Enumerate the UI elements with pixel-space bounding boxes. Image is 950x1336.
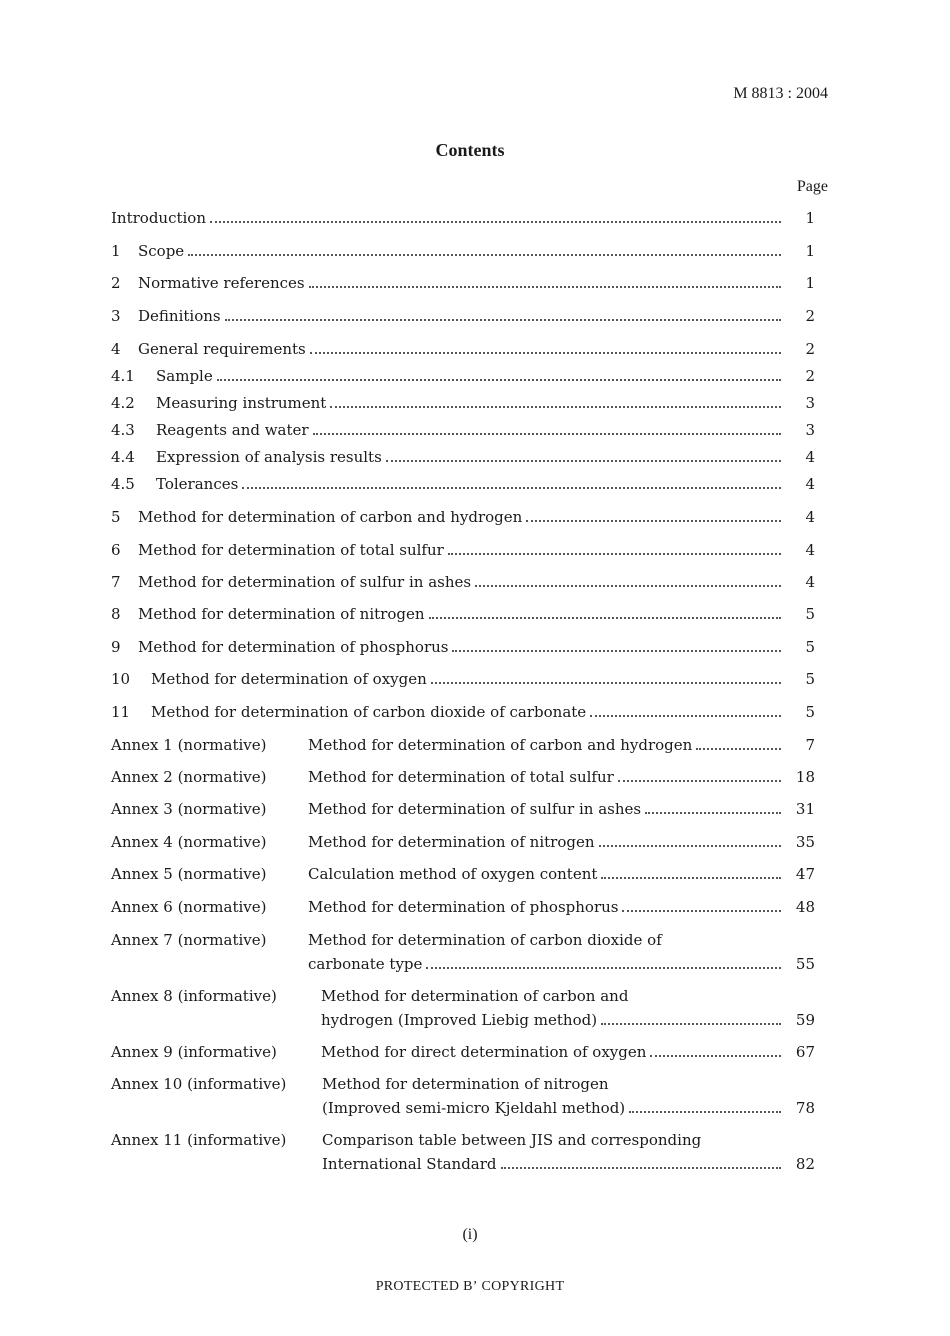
toc-entry-title: Method for determination of total sulfur <box>138 541 444 559</box>
toc-entry[interactable] <box>111 570 815 594</box>
toc-entry-title: Method for determination of nitrogen <box>138 605 425 623</box>
dot-leader <box>225 304 781 321</box>
toc-entry-number: 4 <box>111 340 121 358</box>
toc-entry-page: 4 <box>805 541 815 559</box>
toc-entry[interactable] <box>111 1072 815 1096</box>
toc-entry-page: 5 <box>805 605 815 623</box>
toc-entry-number: 3 <box>111 307 121 325</box>
toc-entry-title: Reagents and water <box>156 421 309 439</box>
toc-entry-number: 11 <box>111 703 131 721</box>
dot-leader <box>429 602 782 619</box>
toc-entry-page: 55 <box>795 955 815 973</box>
contents-title: Contents <box>435 140 505 160</box>
toc-entry-title: Method for determination of carbon and hydrogen <box>138 508 523 526</box>
toc-entry-title: Method for determination of carbon dioxide of carbonate <box>151 703 587 721</box>
dot-leader <box>590 700 781 717</box>
toc-entry-page: 7 <box>805 736 815 754</box>
toc-entry-page: 3 <box>805 421 815 439</box>
toc-entry-number: 4.5 <box>111 475 135 493</box>
dot-leader <box>622 895 781 912</box>
toc-entry[interactable] <box>111 928 815 952</box>
toc-entry-number: Annex 8 (informative) <box>111 987 277 1005</box>
toc-entry-title: Method for determination of carbon dioxide of <box>308 931 662 949</box>
toc-entry-title: Method for determination of sulfur in ashes <box>308 800 642 818</box>
toc-entry[interactable] <box>111 472 815 496</box>
toc-entry-number: Annex 6 (normative) <box>111 898 267 916</box>
dot-leader <box>645 797 781 814</box>
toc-entry-number: 4.4 <box>111 448 135 466</box>
toc-entry-title-line2: International Standard <box>322 1155 497 1173</box>
toc-entry-title: Introduction <box>111 209 206 227</box>
toc-entry-number: Annex 11 (informative) <box>111 1131 287 1149</box>
toc-entry-title: Measuring instrument <box>156 394 327 412</box>
toc-entry-number: 5 <box>111 508 121 526</box>
toc-entry-title: Expression of analysis results <box>156 448 382 466</box>
toc-entry[interactable] <box>111 830 815 854</box>
toc-entry[interactable] <box>111 538 815 562</box>
toc-entry-title: Method for determination of phosphorus <box>308 898 619 916</box>
toc-entry-title-line2: carbonate type <box>308 955 423 973</box>
dot-leader <box>242 472 781 489</box>
toc-entry-page: 31 <box>795 800 815 818</box>
document-code: M 8813 : 2004 <box>733 85 828 102</box>
toc-entry-number: Annex 3 (normative) <box>111 800 267 818</box>
toc-entry-page: 59 <box>795 1011 815 1029</box>
toc-entry-title: Comparison table between JIS and corresponding <box>322 1131 702 1149</box>
toc-entry[interactable] <box>111 700 815 724</box>
toc-entry-page: 78 <box>795 1099 815 1117</box>
toc-entry-page: 18 <box>795 768 815 786</box>
toc-entry-title: Method for determination of phosphorus <box>138 638 449 656</box>
dot-leader <box>650 1040 781 1057</box>
dot-leader <box>629 1096 781 1113</box>
dot-leader <box>452 635 781 652</box>
toc-entry-title: Sample <box>156 367 213 385</box>
toc-entry-page: 1 <box>805 274 815 292</box>
toc-entry[interactable] <box>111 733 815 757</box>
toc-entry-page: 48 <box>795 898 815 916</box>
toc-entry-number: Annex 9 (informative) <box>111 1043 277 1061</box>
toc-entry-page: 5 <box>805 638 815 656</box>
dot-leader <box>475 570 781 587</box>
toc-entry-page: 47 <box>795 865 815 883</box>
toc-entry-title: Method for determination of carbon and hydrogen <box>308 736 693 754</box>
toc-entry[interactable] <box>111 445 815 469</box>
toc-entry-page: 4 <box>805 475 815 493</box>
toc-entry-number: 10 <box>111 670 131 688</box>
toc-entry-continuation[interactable] <box>111 1096 815 1120</box>
toc-entry-continuation[interactable] <box>111 1152 815 1176</box>
toc-entry-title: Normative references <box>138 274 305 292</box>
toc-entry-page: 5 <box>805 703 815 721</box>
toc-entry[interactable] <box>111 667 815 691</box>
footer-page-number: (i) <box>462 1226 478 1243</box>
toc-entry-number: Annex 7 (normative) <box>111 931 267 949</box>
toc-entry-number: 4.2 <box>111 394 135 412</box>
toc-entry-title: Method for determination of total sulfur <box>308 768 614 786</box>
toc-entry-page: 1 <box>805 209 815 227</box>
dot-leader <box>310 337 781 354</box>
toc-entry-page: 4 <box>805 448 815 466</box>
toc-entry[interactable] <box>111 271 815 295</box>
toc-entry-continuation[interactable] <box>111 952 815 976</box>
dot-leader <box>313 418 781 435</box>
toc-entry-number: 4.3 <box>111 421 135 439</box>
toc-entry-title: Method for determination of nitrogen <box>308 833 595 851</box>
toc-entry-title: Method for determination of carbon and <box>321 987 629 1005</box>
toc-entry[interactable] <box>111 206 815 230</box>
dot-leader <box>526 505 781 522</box>
dot-leader <box>431 667 781 684</box>
toc-entry-page: 2 <box>805 307 815 325</box>
dot-leader <box>501 1152 781 1169</box>
toc-entry-title: Tolerances <box>156 475 239 493</box>
toc-entry-page: 4 <box>805 508 815 526</box>
toc-entry[interactable] <box>111 1128 815 1152</box>
toc-entry-title: Definitions <box>138 307 221 325</box>
toc-entry[interactable] <box>111 895 815 919</box>
toc-entry[interactable] <box>111 505 815 529</box>
toc-entry-title: General requirements <box>138 340 306 358</box>
toc-entry-title: Method for direct determination of oxygen <box>321 1043 647 1061</box>
toc-entry-number: Annex 1 (normative) <box>111 736 267 754</box>
toc-entry[interactable] <box>111 391 815 415</box>
toc-entry-number: Annex 10 (informative) <box>111 1075 287 1093</box>
toc-entry-title: Calculation method of oxygen content <box>308 865 598 883</box>
toc-entry[interactable] <box>111 862 815 886</box>
dot-leader <box>696 733 781 750</box>
toc-entry-number: 9 <box>111 638 121 656</box>
toc-entry-page: 82 <box>795 1155 815 1173</box>
toc-entry-title: Method for determination of oxygen <box>151 670 427 688</box>
dot-leader <box>448 538 781 555</box>
dot-leader <box>426 952 781 969</box>
toc-entry-page: 5 <box>805 670 815 688</box>
toc-entry[interactable] <box>111 797 815 821</box>
toc-entry-page: 2 <box>805 367 815 385</box>
toc-entry-number: Annex 2 (normative) <box>111 768 267 786</box>
toc-entry[interactable] <box>111 765 815 789</box>
toc-entry-number: 4.1 <box>111 367 135 385</box>
toc-entry[interactable] <box>111 364 815 388</box>
toc-entry-title-line2: hydrogen (Improved Liebig method) <box>321 1011 598 1029</box>
toc-entry-title: Method for determination of sulfur in ashes <box>138 573 472 591</box>
copyright-notice: PROTECTED Bʼ COPYRIGHT <box>375 1279 565 1294</box>
toc-entry[interactable] <box>111 304 815 328</box>
toc-entry-continuation[interactable] <box>111 1008 815 1032</box>
dot-leader <box>601 862 781 879</box>
toc-entry[interactable] <box>111 337 815 361</box>
toc-entry-page: 4 <box>805 573 815 591</box>
dot-leader <box>309 271 781 288</box>
toc-entry-number: 7 <box>111 573 121 591</box>
toc-entry-page: 3 <box>805 394 815 412</box>
toc-entry[interactable] <box>111 984 815 1008</box>
toc-entry-page: 1 <box>805 242 815 260</box>
dot-leader <box>188 239 781 256</box>
dot-leader <box>599 830 782 847</box>
toc-entry[interactable] <box>111 239 815 263</box>
toc-entry[interactable] <box>111 418 815 442</box>
toc-entry-title-line2: (Improved semi-micro Kjeldahl method) <box>322 1099 626 1117</box>
toc-entry[interactable] <box>111 635 815 659</box>
toc-entry-number: 2 <box>111 274 121 292</box>
dot-leader <box>386 445 781 462</box>
toc-entry[interactable] <box>111 1040 815 1064</box>
dot-leader <box>330 391 781 408</box>
toc-entry-number: 6 <box>111 541 121 559</box>
toc-entry-page: 35 <box>795 833 815 851</box>
toc-entry-number: Annex 4 (normative) <box>111 833 267 851</box>
dot-leader <box>618 765 781 782</box>
toc-entry-title: Method for determination of nitrogen <box>322 1075 609 1093</box>
toc-entry-number: 1 <box>111 242 121 260</box>
toc-entry-number: Annex 5 (normative) <box>111 865 267 883</box>
toc-entry-number: 8 <box>111 605 121 623</box>
toc-entry[interactable] <box>111 602 815 626</box>
dot-leader <box>601 1008 781 1025</box>
dot-leader <box>210 206 781 223</box>
page-column-heading: Page <box>796 178 828 195</box>
toc-entry-page: 2 <box>805 340 815 358</box>
dot-leader <box>217 364 781 381</box>
toc-entry-page: 67 <box>795 1043 815 1061</box>
toc-entry-title: Scope <box>138 242 185 260</box>
